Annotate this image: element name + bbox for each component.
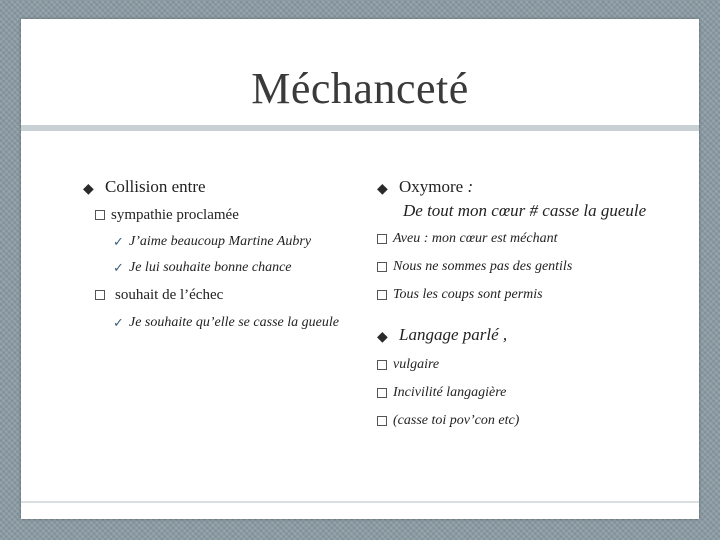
- bullet-text: Langage parlé ,: [399, 325, 508, 344]
- sub-bullet-text: Nous ne sommes pas des gentils: [393, 259, 573, 274]
- sub-bullet-text: (casse toi pov’con etc): [393, 413, 520, 428]
- example-chance: [113, 257, 353, 278]
- title-divider: [21, 125, 699, 131]
- bullet-text: Oxymore: [399, 177, 464, 196]
- sub-bullet-text: souhait de l’échec: [115, 287, 224, 303]
- bullet-collision: [83, 175, 353, 199]
- diamond-icon: ◆: [377, 182, 388, 197]
- square-bullet-icon: [377, 416, 387, 426]
- sub-bullet-casse: [377, 411, 667, 431]
- left-column: [83, 175, 353, 333]
- sub-bullet-gentils: [377, 257, 667, 277]
- bullet-oxymore: [377, 175, 667, 223]
- square-bullet-icon: [377, 290, 387, 300]
- footer-divider: [21, 501, 699, 503]
- square-bullet-icon: [377, 388, 387, 398]
- checkmark-icon: ✓: [113, 234, 124, 249]
- square-bullet-icon: [377, 234, 387, 244]
- checkmark-icon: ✓: [113, 315, 124, 330]
- sub-bullet-text: Tous les coups sont permis: [393, 287, 543, 302]
- example-gueule: [113, 312, 353, 333]
- sub-bullet-coups: [377, 285, 667, 305]
- bullet-colon: :: [463, 177, 474, 196]
- sub-bullet-incivilite: [377, 383, 667, 403]
- sub-bullet-vulgaire: [377, 355, 667, 375]
- example-aubry: [113, 231, 353, 252]
- square-bullet-icon: [95, 290, 105, 300]
- sub-bullet-text: Aveu : mon cœur est méchant: [393, 231, 558, 246]
- checkmark-icon: ✓: [113, 260, 124, 275]
- sub-bullet-sympathie: [95, 205, 353, 225]
- oxymore-quote: De tout mon cœur # casse la gueule: [403, 201, 647, 220]
- example-text: Je lui souhaite bonne chance: [129, 260, 292, 275]
- sub-bullet-text: sympathie proclamée: [111, 207, 239, 223]
- sub-bullet-text: vulgaire: [393, 357, 440, 372]
- slide-title: Méchanceté: [251, 64, 469, 113]
- sub-bullet-aveu: [377, 229, 667, 249]
- square-bullet-icon: [377, 360, 387, 370]
- right-column: [377, 175, 667, 431]
- slide: [21, 19, 699, 519]
- bullet-langage: [377, 323, 667, 347]
- bullet-text: Collision entre: [105, 177, 206, 196]
- square-bullet-icon: [95, 210, 105, 220]
- diamond-icon: ◆: [377, 330, 388, 345]
- diamond-icon: ◆: [83, 182, 94, 197]
- example-text: J’aime beaucoup Martine Aubry: [129, 234, 312, 249]
- sub-bullet-echec: [95, 285, 353, 305]
- sub-bullet-text: Incivilité langagière: [393, 385, 507, 400]
- square-bullet-icon: [377, 262, 387, 272]
- example-text: Je souhaite qu’elle se casse la gueule: [129, 315, 339, 330]
